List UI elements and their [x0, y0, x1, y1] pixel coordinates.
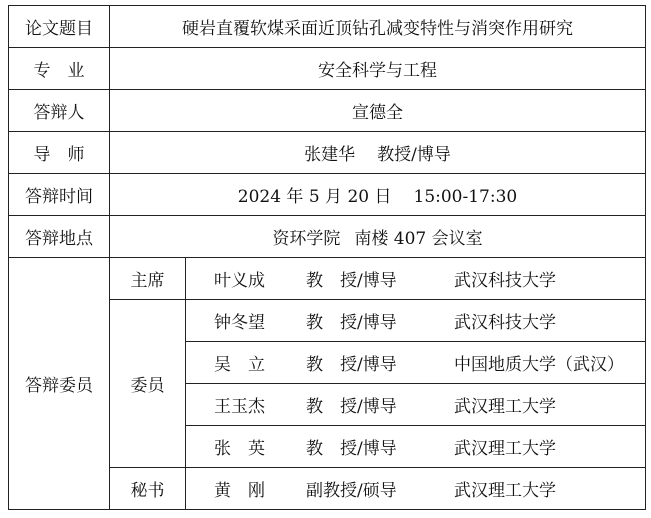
member-org: 武汉科技大学 — [454, 313, 556, 333]
defender-label: 答辩人 — [9, 90, 110, 132]
member-org: 武汉科技大学 — [454, 271, 556, 291]
defense-place-label: 答辩地点 — [9, 216, 110, 258]
supervisor-label: 导 师 — [9, 132, 110, 174]
secretary-role-label: 秘书 — [110, 468, 186, 510]
member-org: 武汉理工大学 — [454, 439, 556, 459]
supervisor-title: 教授/博导 — [377, 145, 451, 165]
thesis-title-label: 论文题目 — [9, 6, 110, 48]
supervisor-row — [9, 132, 646, 174]
defense-building: 资环学院 — [272, 229, 341, 249]
member-title: 教 授/博导 — [306, 313, 397, 333]
supervisor-value — [110, 132, 646, 174]
member-name: 吴 立 — [214, 355, 265, 375]
member-title: 教 授/博导 — [306, 439, 397, 459]
thesis-title-row — [9, 6, 646, 48]
defense-time-label: 答辩时间 — [9, 174, 110, 216]
member-name: 王玉杰 — [214, 397, 265, 417]
chair-role-label: 主席 — [110, 258, 186, 300]
member-title: 副教授/硕导 — [306, 481, 397, 501]
committee-member — [186, 468, 646, 510]
defense-date: 2024 年 5 月 20 日 — [237, 187, 392, 207]
defense-clock-time: 15:00-17:30 — [413, 187, 518, 207]
defense-time-row — [9, 174, 646, 216]
committee-label: 答辩委员 — [9, 258, 110, 510]
committee-member — [186, 258, 646, 300]
member-org: 武汉理工大学 — [454, 397, 556, 417]
defense-time-value — [110, 174, 646, 216]
members-role-label: 委员 — [110, 300, 186, 468]
member-name: 黄 刚 — [214, 481, 265, 501]
defense-place-value — [110, 216, 646, 258]
committee-member — [186, 426, 646, 468]
member-name: 钟冬望 — [214, 313, 265, 333]
committee-member — [186, 384, 646, 426]
member-org: 中国地质大学（武汉） — [454, 355, 624, 375]
defender-row — [9, 90, 646, 132]
member-name: 张 英 — [214, 439, 265, 459]
defender-value: 宣德全 — [110, 90, 646, 132]
defense-place-row — [9, 216, 646, 258]
thesis-title-value: 硬岩直覆软煤采面近顶钻孔减变特性与消突作用研究 — [110, 6, 646, 48]
member-org: 武汉理工大学 — [454, 481, 556, 501]
defense-info-table — [8, 5, 646, 510]
member-title: 教 授/博导 — [306, 271, 397, 291]
committee-row-chair — [9, 258, 646, 300]
member-name: 叶义成 — [214, 271, 265, 291]
major-value: 安全科学与工程 — [110, 48, 646, 90]
major-label: 专 业 — [9, 48, 110, 90]
committee-member — [186, 300, 646, 342]
committee-member — [186, 342, 646, 384]
major-row — [9, 48, 646, 90]
member-title: 教 授/博导 — [306, 355, 397, 375]
defense-room: 南楼 407 会议室 — [354, 229, 483, 249]
supervisor-name: 张建华 — [304, 145, 356, 165]
member-title: 教 授/博导 — [306, 397, 397, 417]
